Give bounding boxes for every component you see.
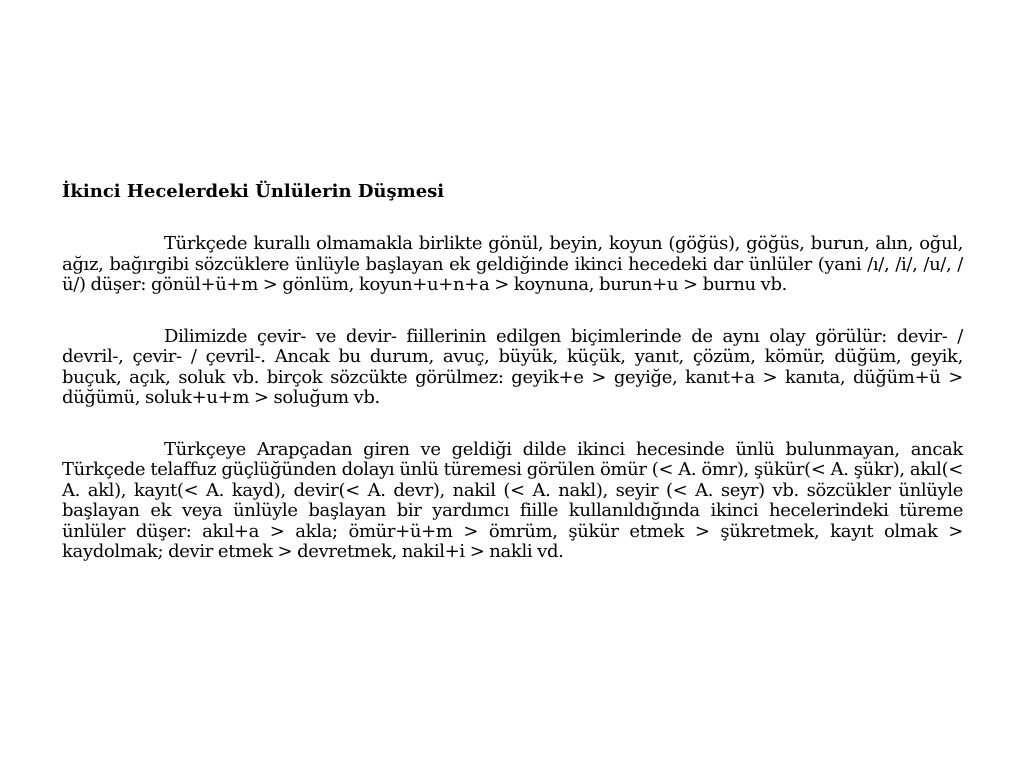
slide-content (62, 180, 963, 594)
section-heading: İkinci Hecelerdeki Ünlülerin Düşmesi (62, 181, 445, 202)
paragraph-3: Türkçeye Arapçadan giren ve geldiği dilde ikinci hecesinde ünlü bulunmayan, ancak Türkçede telaffuz güçlüğünden dolayı ünlü türemesi görülen ömür (< A. ömr), şükür(< A. şükr), akıl(< A. akl), kayıt(< A. kayd), devir(< A. devr), nakil (< A. nakl), seyir (< A. seyr) vb. sözcükler ünlüyle başlayan ek veya ünlüyle başlayan bir yardımcı fiille kullanıldığında ikinci hecelerindeki türeme ünlüler düşer: akıl+a > akla; ömür+ü+m > ömrüm, şükür etmek > şükretmek, kayıt olmak > kaydolmak; devir etmek > devretmek, nakil+i > nakli vd. (62, 438, 963, 562)
paragraph-2: Dilimizde çevir- ve devir- fiillerinin edilgen biçimlerinde de aynı olay görülür: devir- / devril-, çevir- / çevril-. Ancak bu durum, avuç, büyük, küçük, yanıt, çözüm, kömür, düğüm, geyik, buçuk, açık, soluk vb. birçok sözcükte görülmez: geyik+e > geyiğe, kanıt+a > kanıta, düğüm+ü > düğümü, soluk+u+m > soluğum vb. (62, 325, 963, 408)
paragraph-1: Türkçede kurallı olmamakla birlikte gönül, beyin, koyun (göğüs), göğüs, burun, alın, oğul, ağız, bağırgibi sözcüklere ünlüyle başlayan ek geldiğinde ikinci hecedeki dar ünlüler (yani /ı/, /i/, /u/, /ü/) düşer: gönül+ü+m > gönlüm, koyun+u+n+a > koynuna, burun+u > burnu vb. (62, 233, 963, 295)
